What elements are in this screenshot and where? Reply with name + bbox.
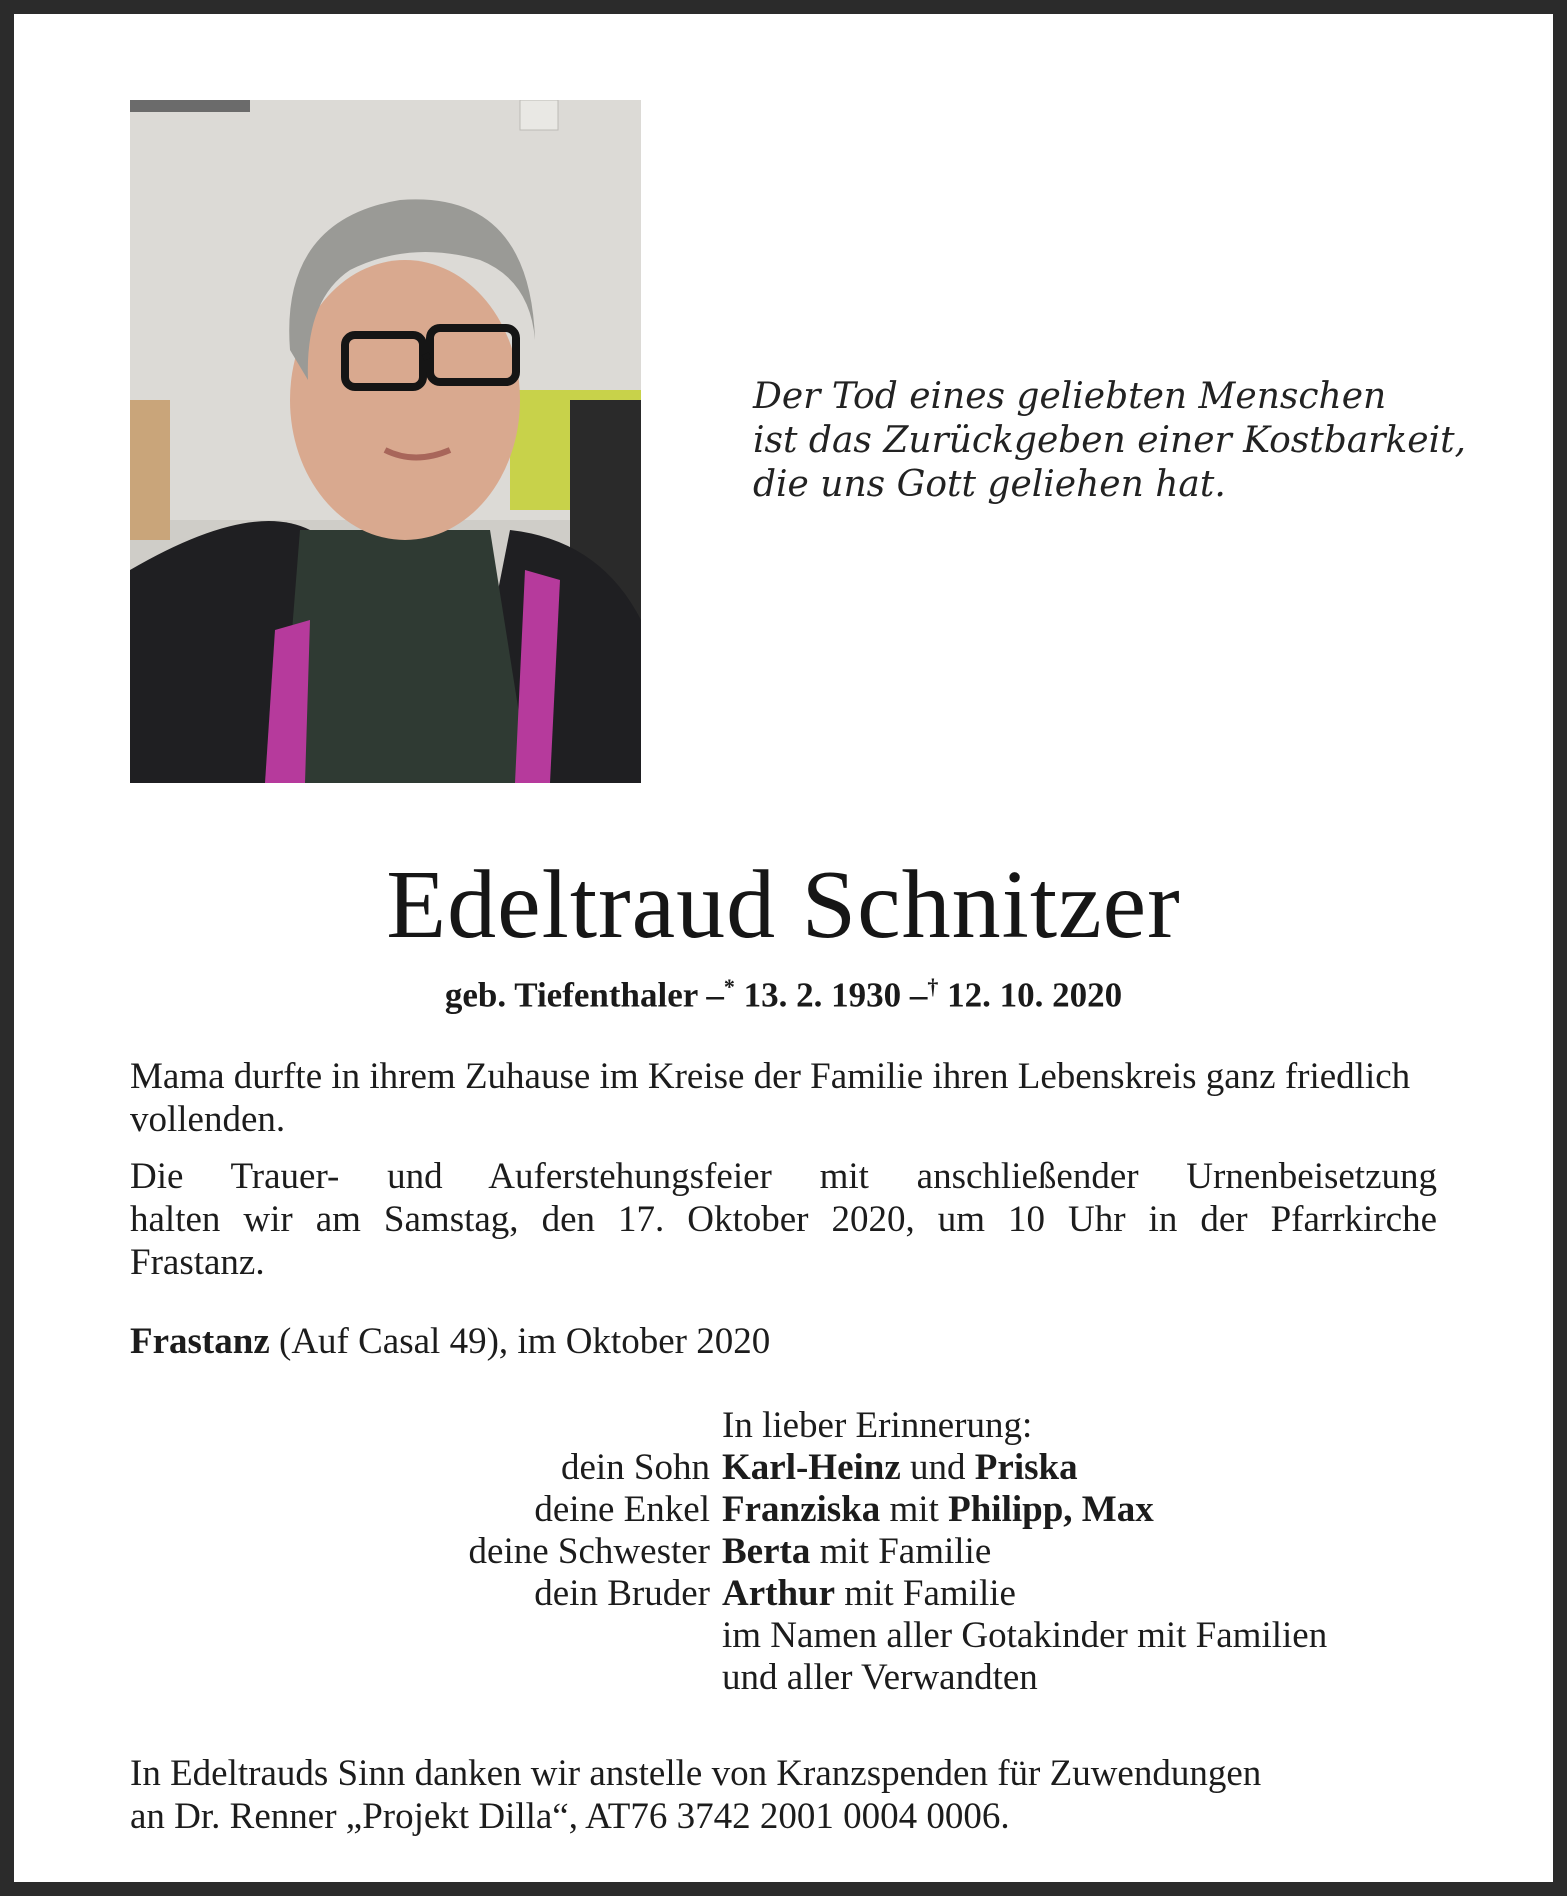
mourner-name: Priska — [974, 1447, 1078, 1488]
death-date: 12. 10. 2020 — [947, 975, 1123, 1015]
connector-text: mit — [880, 1489, 949, 1530]
donation-line: an Dr. Renner „Projekt Dilla“, AT76 3742 2001 0004 0006. — [130, 1796, 1010, 1837]
memorial-quote — [753, 375, 1466, 507]
donation-line: In Edeltrauds Sinn danken wir anstelle von Kranzspenden für Zuwendungen — [130, 1753, 1262, 1794]
mourner-name: Karl-Heinz — [722, 1447, 901, 1488]
list-item — [130, 1489, 1437, 1531]
relation-label: dein Bruder — [534, 1573, 710, 1614]
list-item — [130, 1573, 1437, 1615]
relation-label: deine Schwester — [468, 1531, 710, 1572]
birth-death-line — [0, 974, 1567, 1016]
list-item — [130, 1447, 1437, 1489]
place-date-line — [130, 1320, 1437, 1363]
birth-date: 13. 2. 1930 — [743, 975, 902, 1015]
place-name: Frastanz — [130, 1321, 270, 1362]
born-mark: * — [723, 974, 735, 999]
passing-paragraph: Mama durfte in ihrem Zuhause im Kreise der Familie ihren Lebenskreis ganz friedlich vollenden. — [130, 1056, 1411, 1140]
mourner-name: Arthur — [722, 1573, 836, 1614]
quote-line: ist das Zurückgeben einer Kostbarkeit, — [753, 420, 1466, 461]
place-address: (Auf Casal 49), im Oktober 2020 — [269, 1321, 771, 1362]
ceremony-line: Frastanz. — [130, 1242, 265, 1283]
separator: – — [909, 975, 928, 1015]
signoff-tail: und aller Verwandten — [722, 1657, 1038, 1698]
list-item — [130, 1657, 1437, 1699]
relation-label: dein Sohn — [560, 1447, 710, 1488]
donation-paragraph — [130, 1752, 1437, 1838]
separator: – — [706, 975, 724, 1015]
mourner-name: Philipp, Max — [948, 1489, 1154, 1530]
maiden-name: geb. Tiefenthaler — [444, 975, 698, 1015]
deceased-name: Edeltraud Schnitzer — [386, 851, 1181, 959]
quote-line: die uns Gott geliehen hat. — [753, 464, 1226, 505]
quote-line: Der Tod eines geliebten Menschen — [753, 376, 1387, 417]
portrait-photo-icon — [130, 100, 641, 783]
mourners-list — [130, 1405, 1437, 1699]
signoff-tail: im Namen aller Gotakinder mit Familien — [722, 1615, 1328, 1656]
ceremony-paragraph — [130, 1155, 1437, 1284]
portrait-illustration — [130, 100, 641, 783]
signoff-heading: In lieber Erinnerung: — [722, 1405, 1033, 1446]
list-item — [130, 1531, 1437, 1573]
died-mark: † — [927, 974, 939, 999]
list-item — [130, 1615, 1437, 1657]
connector-text: mit Familie — [810, 1531, 992, 1572]
connector-text: und — [900, 1447, 975, 1488]
mourner-name: Franziska — [722, 1489, 881, 1530]
connector-text: mit Familie — [835, 1573, 1016, 1614]
relation-label: deine Enkel — [534, 1489, 710, 1530]
mourner-name: Berta — [722, 1531, 811, 1572]
ceremony-line: Die Trauer- und Auferstehungsfeier mit anschließender Urnenbeisetzung — [130, 1156, 1437, 1197]
list-item — [130, 1405, 1437, 1447]
ceremony-line: halten wir am Samstag, den 17. Oktober 2020, um 10 Uhr in der Pfarrkirche — [130, 1199, 1437, 1240]
